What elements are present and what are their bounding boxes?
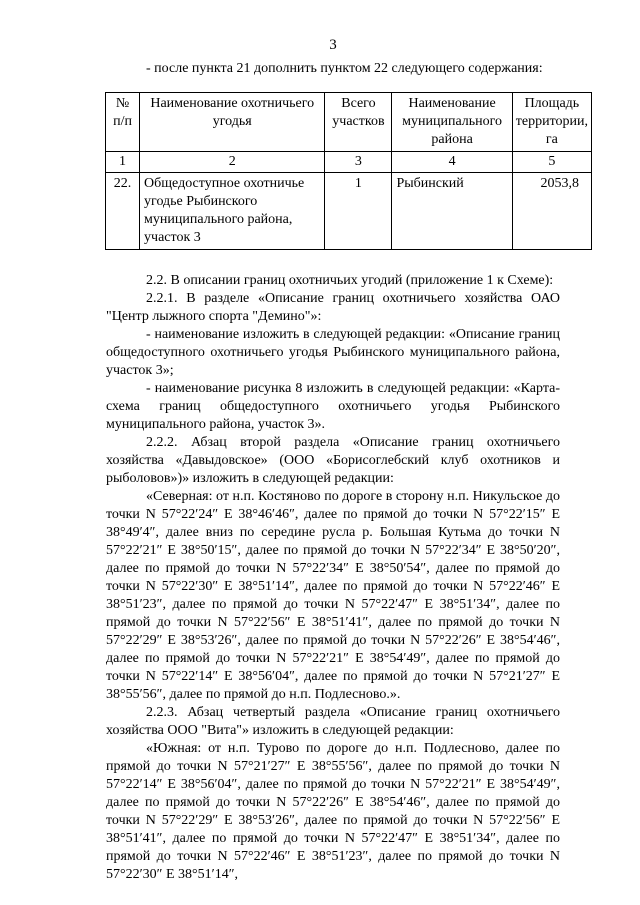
- paragraph-2-2-1: 2.2.1. В разделе «Описание границ охотничьего хозяйства ОАО "Центр лыжного спорта "Демино"»:: [106, 291, 560, 324]
- row-plots-total: 1: [325, 173, 392, 250]
- paragraph-name-change: - наименование изложить в следующей редакции: «Описание границ общедоступного охотничьего угодья Рыбинского муниципального района, участок 3»;: [106, 327, 560, 378]
- hunting-grounds-table: [105, 92, 592, 250]
- table-row: [106, 173, 592, 250]
- row-district-name: Рыбинский: [392, 173, 512, 250]
- column-number: 2: [140, 152, 325, 173]
- page-number: 3: [329, 37, 337, 53]
- header-area: Площадь территории, га: [512, 93, 591, 152]
- row-ground-name: Общедоступное охотничье угодье Рыбинского муниципального района, участок 3: [140, 173, 325, 250]
- row-area: 2053,8: [512, 173, 591, 250]
- paragraph-2-2-2: 2.2.2. Абзац второй раздела «Описание границ охотничьего хозяйства «Давыдовское» (ООО «Борисоглебский клуб охотников и рыболовов»)» изложить в следующей редакции:: [106, 435, 560, 486]
- paragraph-northern-boundary: «Северная: от н.п. Костяново по дороге в сторону н.п. Никульское до точки N 57°22′24″ E 38°46′46″, далее по прямой до точки N 57°22′15″ E 38°49′4″, далее вниз по середине русла р. Большая Кутьма до точки N 57°22′21″ E 38°50′15″, далее по прямой до точки N 57°22′34″ E 38°50′20″, далее по прямой до точки N 57°22′34″ E 38°50′54″, далее по прямой до точки N 57°22′30″ E 38°51′14″, далее по прямой до точки N 57°22′46″ E 38°51′23″, далее по прямой до точки N 57°22′47″ E 38°51′34″, далее по прямой до точки N 57°22′56″ E 38°51′41″, далее по прямой до точки N 57°22′29″ E 38°53′26″, далее по прямой до точки N 57°22′26″ E 38°54′46″, далее по прямой до точки N 57°22′21″ E 38°54′49″, далее по прямой до точки N 57°22′14″ E 38°56′04″, далее по прямой до точки N 57°21′27″ E 38°55′56″, далее по прямой до н.п. Подлесново.».: [106, 489, 560, 702]
- header-district-name: Наименование муниципального района: [392, 93, 512, 152]
- intro-line: - после пункта 21 дополнить пунктом 22 следующего содержания:: [146, 61, 543, 76]
- table-header-row: [106, 93, 592, 152]
- paragraph-figure-name-change: - наименование рисунка 8 изложить в следующей редакции: «Карта-схема границ общедоступного охотничьего угодья Рыбинского муниципального района, участок 3».: [106, 381, 560, 432]
- paragraph-2-2-3: 2.2.3. Абзац четвертый раздела «Описание границ охотничьего хозяйства ООО "Вита"» изложить в следующей редакции:: [106, 705, 560, 738]
- header-plots-total: Всего участков: [325, 93, 392, 152]
- column-number: 3: [325, 152, 392, 173]
- row-number: 22.: [106, 173, 140, 250]
- header-number: № п/п: [106, 93, 140, 152]
- column-number-row: [106, 152, 592, 173]
- paragraph-southern-boundary: «Южная: от н.п. Турово по дороге до н.п. Подлесново, далее по прямой до точки N 57°21′27″ E 38°55′56″, далее по прямой до точки N 57°22′14″ E 38°56′04″, далее по прямой до точки N 57°22′21″ E 38°54′49″, далее по прямой до точки N 57°22′26″ E 38°54′46″, далее по прямой до точки N 57°22′29″ E 38°53′26″, далее по прямой до точки N 57°22′56″ E 38°51′41″, далее по прямой до точки N 57°22′47″ E 38°51′34″, далее по прямой до точки N 57°22′46″ E 38°51′23″, далее по прямой до точки N 57°22′30″ E 38°51′14″,: [106, 741, 560, 882]
- body-text: [106, 272, 560, 884]
- column-number: 5: [512, 152, 591, 173]
- header-ground-name: Наименование охотничьего угодья: [140, 93, 325, 152]
- column-number: 1: [106, 152, 140, 173]
- column-number: 4: [392, 152, 512, 173]
- paragraph-2-2: 2.2. В описании границ охотничьих угодий (приложение 1 к Схеме):: [146, 273, 554, 288]
